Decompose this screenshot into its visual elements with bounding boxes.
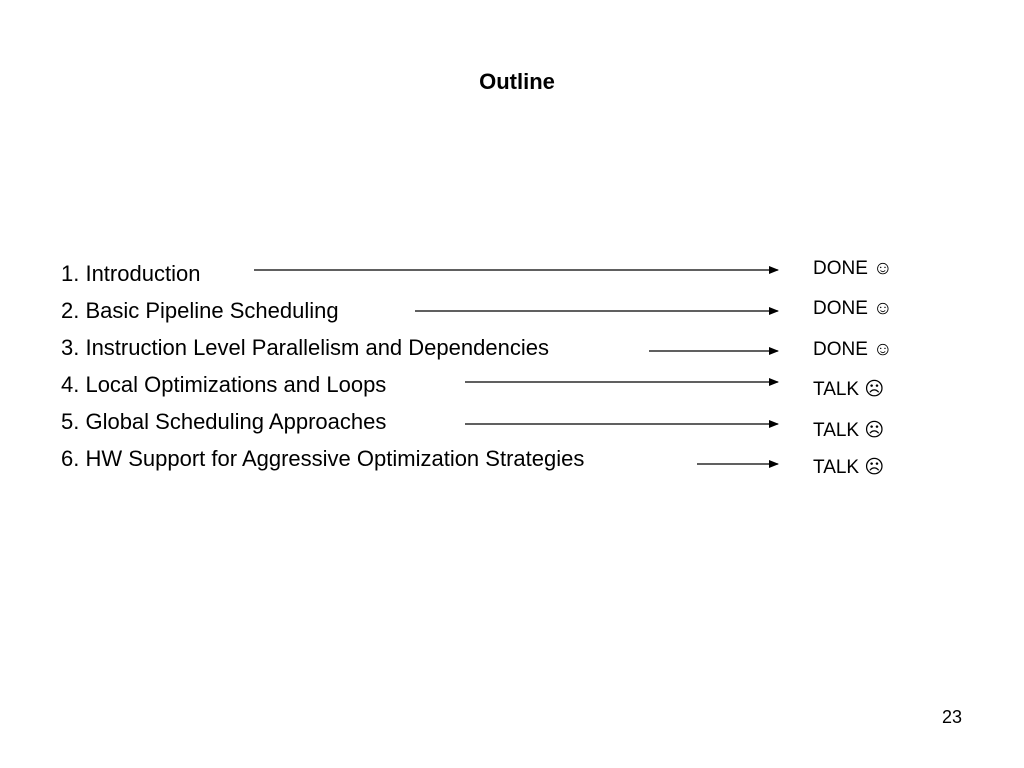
status-item-2: DONE ☺ [813, 298, 893, 319]
status-item-3: DONE ☺ [813, 339, 893, 360]
outline-item-4: 4. Local Optimizations and Loops [61, 372, 387, 397]
outline-item-3: 3. Instruction Level Parallelism and Dependencies [61, 335, 549, 360]
outline-item-6: 6. HW Support for Aggressive Optimization Strategies [61, 446, 585, 471]
status-item-4: TALK ☹ [813, 379, 885, 400]
page-number: 23 [941, 707, 962, 727]
outline-item-5: 5. Global Scheduling Approaches [61, 409, 387, 434]
slide-title: Outline [479, 69, 555, 94]
outline-item-2: 2. Basic Pipeline Scheduling [61, 298, 339, 323]
status-item-6: TALK ☹ [813, 457, 885, 478]
outline-item-1: 1. Introduction [61, 261, 201, 286]
status-item-5: TALK ☹ [813, 420, 885, 441]
status-item-1: DONE ☺ [813, 258, 893, 279]
